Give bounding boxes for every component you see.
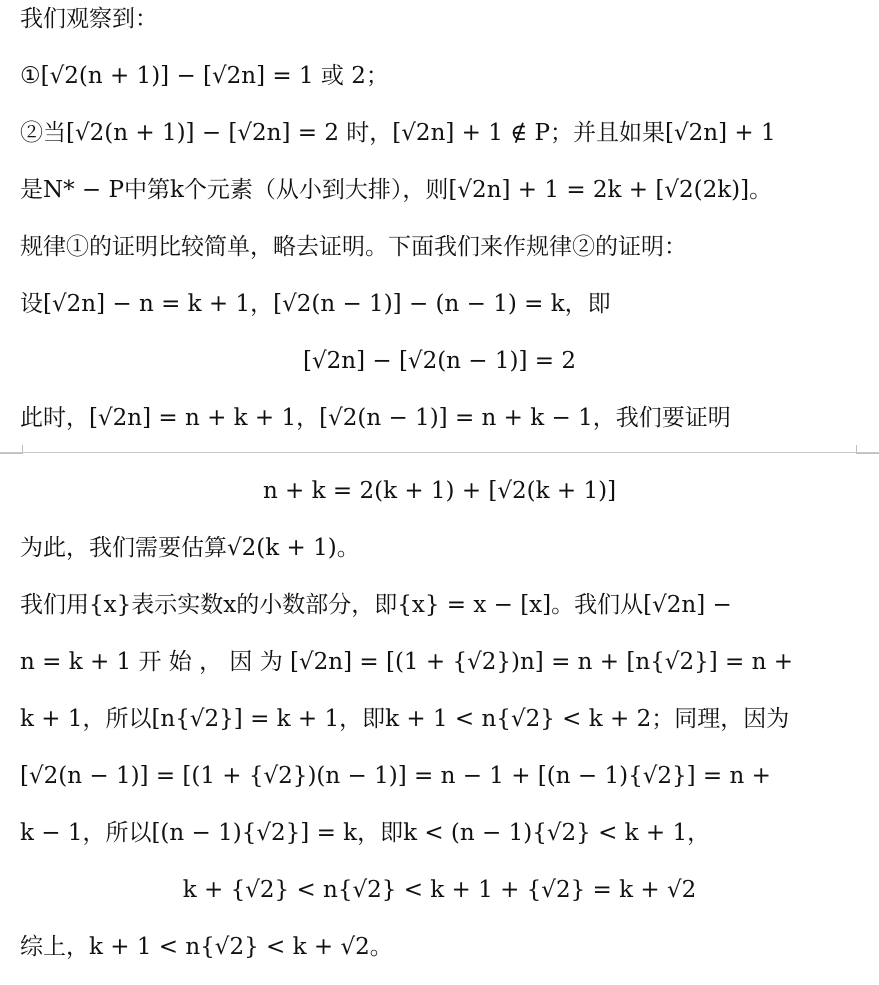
text-line-derivation-4: k − 1，所以[(n − 1){√2}] = k，即k < (n − 1){√2} < k + 1， [20,820,711,846]
text-line-estimate: 为此，我们需要估算√2(k + 1)。 [20,535,360,561]
equation-bounds: k + {√2} < n{√2} < k + 1 + {√2} = k + √2 [182,877,697,903]
text-line-rule-2: ②当[√2(n + 1)] − [√2n] = 2 时，[√2n] + 1 ∉ P；并且如果[√2n] + 1 [20,120,776,146]
text-line-rule-2-cont: 是N* − P中第k个元素（从小到大排），则[√2n] + 1 = 2k + [√2(2k)]。 [20,177,773,203]
equation-difference: [√2n] − [√2(n − 1)] = 2 [303,348,576,374]
text-line-proof-intro: 规律①的证明比较简单，略去证明。下面我们来作规律②的证明： [20,234,687,260]
text-line-derivation-2: k + 1，所以[n{√2}] = k + 1，即k + 1 < n{√2} < k + 2；同理，因为 [20,706,790,732]
text-line-rule-1: ①[√2(n + 1)] − [√2n] = 1 或 2； [20,63,389,89]
text-line-observe: 我们观察到： [20,6,158,32]
page-break-divider [0,452,879,453]
text-line-goal: 此时，[√2n] = n + k + 1，[√2(n − 1)] = n + k − 1，我们要证明 [20,405,731,431]
left-page-corner-mark [0,445,23,454]
right-page-corner-mark [856,445,879,454]
text-line-derivation-3: [√2(n − 1)] = [(1 + {√2})(n − 1)] = n − 1 + [(n − 1){√2}] = n + [20,763,771,789]
text-line-fractional-part: 我们用{x}表示实数x的小数部分，即{x} = x − [x]。我们从[√2n] − [20,592,732,618]
text-line-conclusion: 综上，k + 1 < n{√2} < k + √2。 [20,934,393,960]
text-line-assumption: 设[√2n] − n = k + 1，[√2(n − 1)] − (n − 1) = k，即 [20,291,611,317]
equation-target: n + k = 2(k + 1) + [√2(k + 1)] [262,478,617,504]
text-line-derivation-1: n = k + 1 开 始 ， 因 为 [√2n] = [(1 + {√2})n] = n + [n{√2}] = n + [20,649,793,675]
